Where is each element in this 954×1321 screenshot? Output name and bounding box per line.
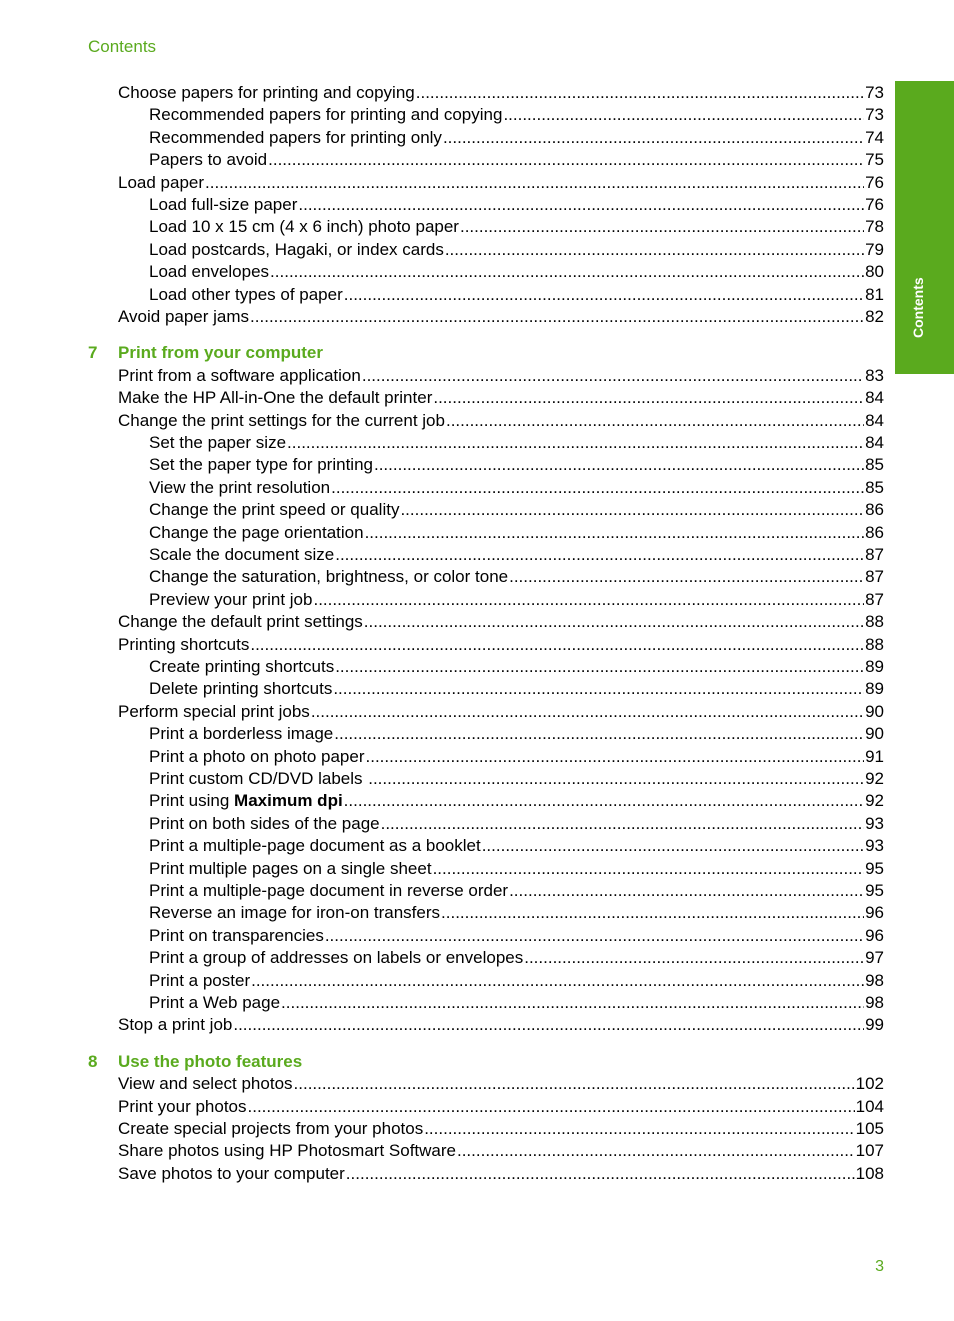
toc-entry[interactable] — [149, 656, 884, 678]
toc-entry-title: Print a Web page — [149, 993, 281, 1012]
toc-entry-page: 99 — [865, 1015, 884, 1034]
toc-entry-page: 104 — [855, 1097, 884, 1116]
toc-entry-page: 74 — [865, 128, 884, 147]
toc-entry[interactable] — [149, 768, 884, 790]
dot-leader — [460, 216, 864, 238]
dot-leader — [441, 902, 864, 924]
dot-leader — [365, 522, 865, 544]
toc-entry[interactable] — [149, 835, 884, 857]
dot-leader — [366, 746, 865, 768]
dot-leader — [457, 1140, 855, 1162]
toc-entry[interactable] — [149, 432, 884, 454]
toc-entry-title: Print a borderless image — [149, 724, 334, 743]
toc-entry-page: 79 — [865, 240, 884, 259]
toc-entry[interactable] — [118, 1140, 884, 1162]
dot-leader — [362, 365, 864, 387]
toc-entry-title: Load paper — [118, 173, 205, 192]
toc-entry-title: Save photos to your computer — [118, 1164, 345, 1183]
toc-entry-page: 73 — [865, 105, 884, 124]
toc-entry-page: 108 — [855, 1164, 884, 1183]
toc-entry-title: Print on transparencies — [149, 926, 324, 945]
toc-entry-page: 90 — [865, 724, 884, 743]
dot-leader — [346, 1163, 855, 1185]
toc-entry-title: Papers to avoid — [149, 150, 268, 169]
dot-leader — [344, 284, 864, 306]
toc-entry-title: Load postcards, Hagaki, or index cards — [149, 240, 444, 259]
dot-leader — [287, 432, 864, 454]
toc-entry-title: Print your photos — [118, 1097, 247, 1116]
toc-entry-title: Stop a print job — [118, 1015, 233, 1034]
dot-leader — [509, 566, 864, 588]
dot-leader — [281, 992, 864, 1014]
toc-entry-page: 76 — [865, 195, 884, 214]
toc-entry-title: Set the paper size — [149, 433, 287, 452]
toc-entry[interactable] — [149, 261, 884, 283]
toc-entry-title: Change the print speed or quality — [149, 500, 400, 519]
toc-entry-page: 80 — [865, 262, 884, 281]
dot-leader — [268, 149, 864, 171]
toc-entry[interactable] — [118, 611, 884, 633]
toc-entry[interactable] — [118, 410, 884, 432]
toc-entry-page: 89 — [865, 679, 884, 698]
toc-entry-title: Create printing shortcuts — [149, 657, 335, 676]
toc-entry-page: 102 — [855, 1074, 884, 1093]
dot-leader — [311, 701, 864, 723]
toc-entry[interactable] — [149, 216, 884, 238]
toc-entry[interactable] — [149, 813, 884, 835]
toc-entry-title: Print multiple pages on a single sheet — [149, 859, 432, 878]
toc-entry-page: 81 — [865, 285, 884, 304]
toc-entry[interactable] — [149, 194, 884, 216]
toc-entry-page: 73 — [865, 83, 884, 102]
toc-entry[interactable] — [118, 365, 884, 387]
toc-entry-title: Change the page orientation — [149, 523, 364, 542]
toc-entry-page: 84 — [865, 388, 884, 407]
toc-entry[interactable] — [149, 992, 884, 1014]
toc-entry[interactable] — [149, 880, 884, 902]
toc-entry-title: Recommended papers for printing and copying — [149, 105, 503, 124]
dot-leader — [294, 1073, 855, 1095]
dot-leader — [250, 306, 864, 328]
toc-entry-title: Scale the document size — [149, 545, 335, 564]
dot-leader — [335, 544, 864, 566]
dot-leader — [298, 194, 864, 216]
toc-entry-title: Avoid paper jams — [118, 307, 250, 326]
toc-entry-title: Recommended papers for printing only — [149, 128, 442, 147]
toc-entry[interactable] — [118, 387, 884, 409]
toc-entry-page: 98 — [865, 971, 884, 990]
toc-entry[interactable] — [149, 522, 884, 544]
chapter-number: 8 — [88, 1052, 98, 1071]
toc-entry[interactable] — [149, 104, 884, 126]
toc-entry-title: Load full-size paper — [149, 195, 298, 214]
toc-entry[interactable] — [118, 1118, 884, 1140]
toc-entry-page: 86 — [865, 523, 884, 542]
toc-entry-title: Perform special print jobs — [118, 702, 310, 721]
dot-leader — [482, 835, 864, 857]
dot-leader — [416, 82, 864, 104]
toc-entry-title: Print on both sides of the page — [149, 814, 380, 833]
toc-entry-page: 85 — [865, 478, 884, 497]
toc-entry[interactable] — [149, 925, 884, 947]
toc-entry-page: 87 — [865, 567, 884, 586]
toc-entry-title: Change the default print settings — [118, 612, 363, 631]
dot-leader — [400, 499, 864, 521]
dot-leader — [331, 477, 864, 499]
toc-entry-title: View and select photos — [118, 1074, 293, 1093]
toc-entry-page: 89 — [865, 657, 884, 676]
toc-entry[interactable] — [149, 723, 884, 745]
toc-entry-title: Make the HP All-in-One the default printer — [118, 388, 433, 407]
toc-entry-page: 95 — [865, 859, 884, 878]
toc-entry[interactable] — [149, 239, 884, 261]
toc-entry-title: Print custom CD/DVD labels — [149, 769, 368, 788]
dot-leader — [325, 925, 864, 947]
toc-entry-page: 83 — [865, 366, 884, 385]
toc-entry[interactable] — [149, 127, 884, 149]
toc-entry[interactable] — [149, 544, 884, 566]
toc-entry-page: 93 — [865, 836, 884, 855]
toc-entry-page: 88 — [865, 612, 884, 631]
toc-entry-title: Change the saturation, brightness, or color tone — [149, 567, 509, 586]
toc-entry[interactable] — [118, 701, 884, 723]
toc-entry-title-bold: Maximum dpi — [234, 791, 343, 810]
toc-entry-title: Print using Maximum dpi — [149, 791, 343, 810]
toc-entry[interactable] — [149, 477, 884, 499]
toc-entry-page: 105 — [855, 1119, 884, 1138]
toc-entry-title: Load envelopes — [149, 262, 270, 281]
dot-leader — [509, 880, 864, 902]
toc-entry[interactable] — [118, 82, 884, 104]
toc-entry-page: 107 — [855, 1141, 884, 1160]
dot-leader — [233, 1014, 864, 1036]
chapter-title: Use the photo features — [118, 1052, 303, 1071]
dot-leader — [368, 768, 864, 790]
toc-entry[interactable] — [118, 634, 884, 656]
toc-entry[interactable] — [149, 858, 884, 880]
dot-leader — [374, 454, 864, 476]
chapter-number: 7 — [88, 343, 98, 362]
toc-entry-title: Delete printing shortcuts — [149, 679, 333, 698]
dot-leader — [445, 239, 864, 261]
toc-entry-page: 97 — [865, 948, 884, 967]
dot-leader — [446, 410, 864, 432]
toc-entry-page: 87 — [865, 545, 884, 564]
toc-entry-title: Choose papers for printing and copying — [118, 83, 415, 102]
toc-entry-page: 84 — [865, 411, 884, 430]
toc-entry-title: Create special projects from your photos — [118, 1119, 424, 1138]
dot-leader — [424, 1118, 854, 1140]
toc-entry-page: 93 — [865, 814, 884, 833]
toc-entry-page: 87 — [865, 590, 884, 609]
toc-entry[interactable] — [118, 172, 884, 194]
dot-leader — [364, 611, 864, 633]
toc-entry[interactable] — [118, 306, 884, 328]
dot-leader — [433, 387, 864, 409]
toc-entry[interactable] — [118, 1163, 884, 1185]
dot-leader — [270, 261, 864, 283]
dot-leader — [443, 127, 864, 149]
side-tab-label: Contents — [910, 277, 926, 338]
toc-entry-title: View the print resolution — [149, 478, 331, 497]
dot-leader — [334, 723, 864, 745]
dot-leader — [250, 634, 864, 656]
dot-leader — [248, 1096, 855, 1118]
toc-entry[interactable] — [118, 1073, 884, 1095]
toc-entry-page: 78 — [865, 217, 884, 236]
running-header: Contents — [88, 37, 157, 56]
toc-entry-page: 86 — [865, 500, 884, 519]
toc-entry-title: Share photos using HP Photosmart Software — [118, 1141, 456, 1160]
dot-leader — [344, 790, 864, 812]
page-number: 3 — [875, 1258, 884, 1275]
dot-leader — [251, 970, 864, 992]
dot-leader — [335, 656, 864, 678]
toc-entry-page: 96 — [865, 903, 884, 922]
toc-entry[interactable] — [149, 454, 884, 476]
toc-entry[interactable] — [149, 947, 884, 969]
toc-entry-title: Set the paper type for printing — [149, 455, 373, 474]
toc-entry-page: 88 — [865, 635, 884, 654]
dot-leader — [524, 947, 864, 969]
toc-entry-title: Reverse an image for iron-on transfers — [149, 903, 441, 922]
toc-entry-page: 82 — [865, 307, 884, 326]
dot-leader — [333, 678, 864, 700]
toc-entry-title: Print a multiple-page document as a booklet — [149, 836, 481, 855]
toc-entry[interactable] — [149, 746, 884, 768]
toc-entry-page: 85 — [865, 455, 884, 474]
toc-entry[interactable] — [149, 589, 884, 611]
toc-entry-page: 76 — [865, 173, 884, 192]
toc-entry[interactable] — [149, 902, 884, 924]
dot-leader — [205, 172, 864, 194]
toc-entry-page: 91 — [865, 747, 884, 766]
toc-entry-page: 98 — [865, 993, 884, 1012]
toc-entry-title: Preview your print job — [149, 590, 313, 609]
toc-entry-title: Print a group of addresses on labels or envelopes — [149, 948, 524, 967]
toc-entry-page: 95 — [865, 881, 884, 900]
toc-entry[interactable] — [149, 284, 884, 306]
toc-entry[interactable] — [118, 1014, 884, 1036]
toc-entry-title: Printing shortcuts — [118, 635, 250, 654]
toc-entry[interactable] — [118, 1096, 884, 1118]
toc-entry-page: 92 — [865, 791, 884, 810]
toc-entry-title: Change the print settings for the current job — [118, 411, 445, 430]
toc-entry-title: Print from a software application — [118, 366, 361, 385]
toc-entry-page: 92 — [865, 769, 884, 788]
toc-entry-title: Print a multiple-page document in reverse order — [149, 881, 509, 900]
toc-entry[interactable] — [149, 790, 884, 812]
toc-entry[interactable] — [149, 566, 884, 588]
toc-entry-title: Load 10 x 15 cm (4 x 6 inch) photo paper — [149, 217, 459, 236]
toc-entry[interactable] — [149, 970, 884, 992]
toc-entry[interactable] — [149, 499, 884, 521]
dot-leader — [313, 589, 864, 611]
toc-entry-title: Print a poster — [149, 971, 251, 990]
dot-leader — [381, 813, 864, 835]
dot-leader — [433, 858, 865, 880]
toc-entry-page: 84 — [865, 433, 884, 452]
toc-entry-title: Load other types of paper — [149, 285, 343, 304]
toc-entry-page: 96 — [865, 926, 884, 945]
chapter-title: Print from your computer — [118, 343, 323, 362]
dot-leader — [503, 104, 864, 126]
toc-entry-page: 90 — [865, 702, 884, 721]
toc-entry-page: 75 — [865, 150, 884, 169]
toc-entry[interactable] — [149, 678, 884, 700]
toc-entry-title: Print a photo on photo paper — [149, 747, 365, 766]
toc-entry[interactable] — [149, 149, 884, 171]
